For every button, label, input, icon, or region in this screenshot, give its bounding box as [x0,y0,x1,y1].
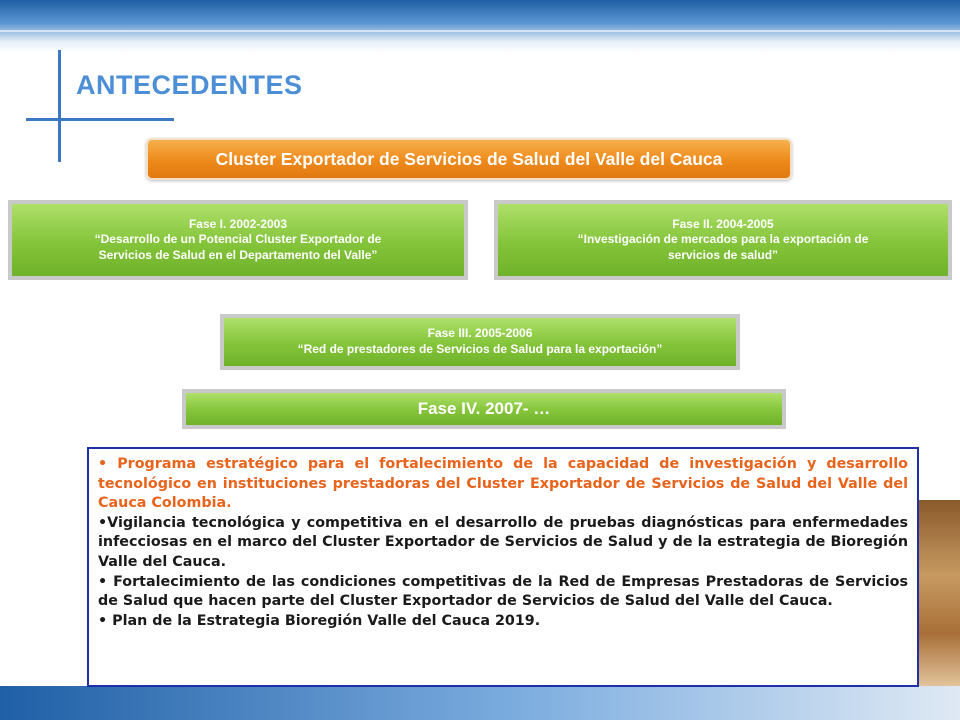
phase-3-line-1: “Red de prestadores de Servicios de Salud para la exportación” [297,342,663,356]
phase-2-line-2: servicios de salud” [667,247,779,262]
page-title: ANTECEDENTES [76,70,303,100]
phase-1-line-2: Servicios de Salud en el Departamento del Valle” [98,247,378,262]
phase-3-box [220,314,740,370]
phase-2-line-1: “Investigación de mercados para la exportación de [577,232,869,247]
cluster-banner: Cluster Exportador de Servicios de Salud del Valle del Cauca [146,138,792,180]
bullet-item-1: • Programa estratégico para el fortalecimiento de la capacidad de investigación y desarrollo tecnológico en instituciones prestadoras del Cluster Exportador de Servicios de Salud del Valle del Cauca Colombia. [98,456,908,512]
top-header-bar [0,0,960,52]
phase-4-box [182,389,786,429]
decorative-vertical-line [58,50,61,162]
phase-1-box [8,200,468,280]
phase-3-heading: Fase III. 2005-2006 [427,326,533,341]
bullet-list-box [87,447,919,687]
phase-2-box [494,200,952,280]
decorative-horizontal-line [26,118,174,121]
bottom-footer-bar [0,686,960,720]
phase-4-heading: Fase IV. 2007- … [417,398,551,418]
bullet-item-2: •Vigilancia tecnológica y competitiva en el desarrollo de pruebas diagnósticas para enfermedades infecciosas en el marco del Cluster Exportador de Servicios de Salud y de la estrategia de Bioregión Valle del Cauca. [98,514,908,570]
bullet-item-3: • Fortalecimiento de las condiciones competitivas de la Red de Empresas Prestadoras de Servicios de Salud que hacen parte del Cluster Exportador de Servicios de Salud del Valle del Cauca. [98,573,908,610]
decorative-photo-strip [912,500,960,690]
bullet-item-4: • Plan de la Estrategia Bioregión Valle del Cauca 2019. [98,612,541,629]
phase-2-heading: Fase II. 2004-2005 [672,216,774,231]
phase-1-line-1: “Desarrollo de un Potencial Cluster Exportador de [94,232,382,247]
phase-1-heading: Fase I. 2002-2003 [188,216,288,231]
